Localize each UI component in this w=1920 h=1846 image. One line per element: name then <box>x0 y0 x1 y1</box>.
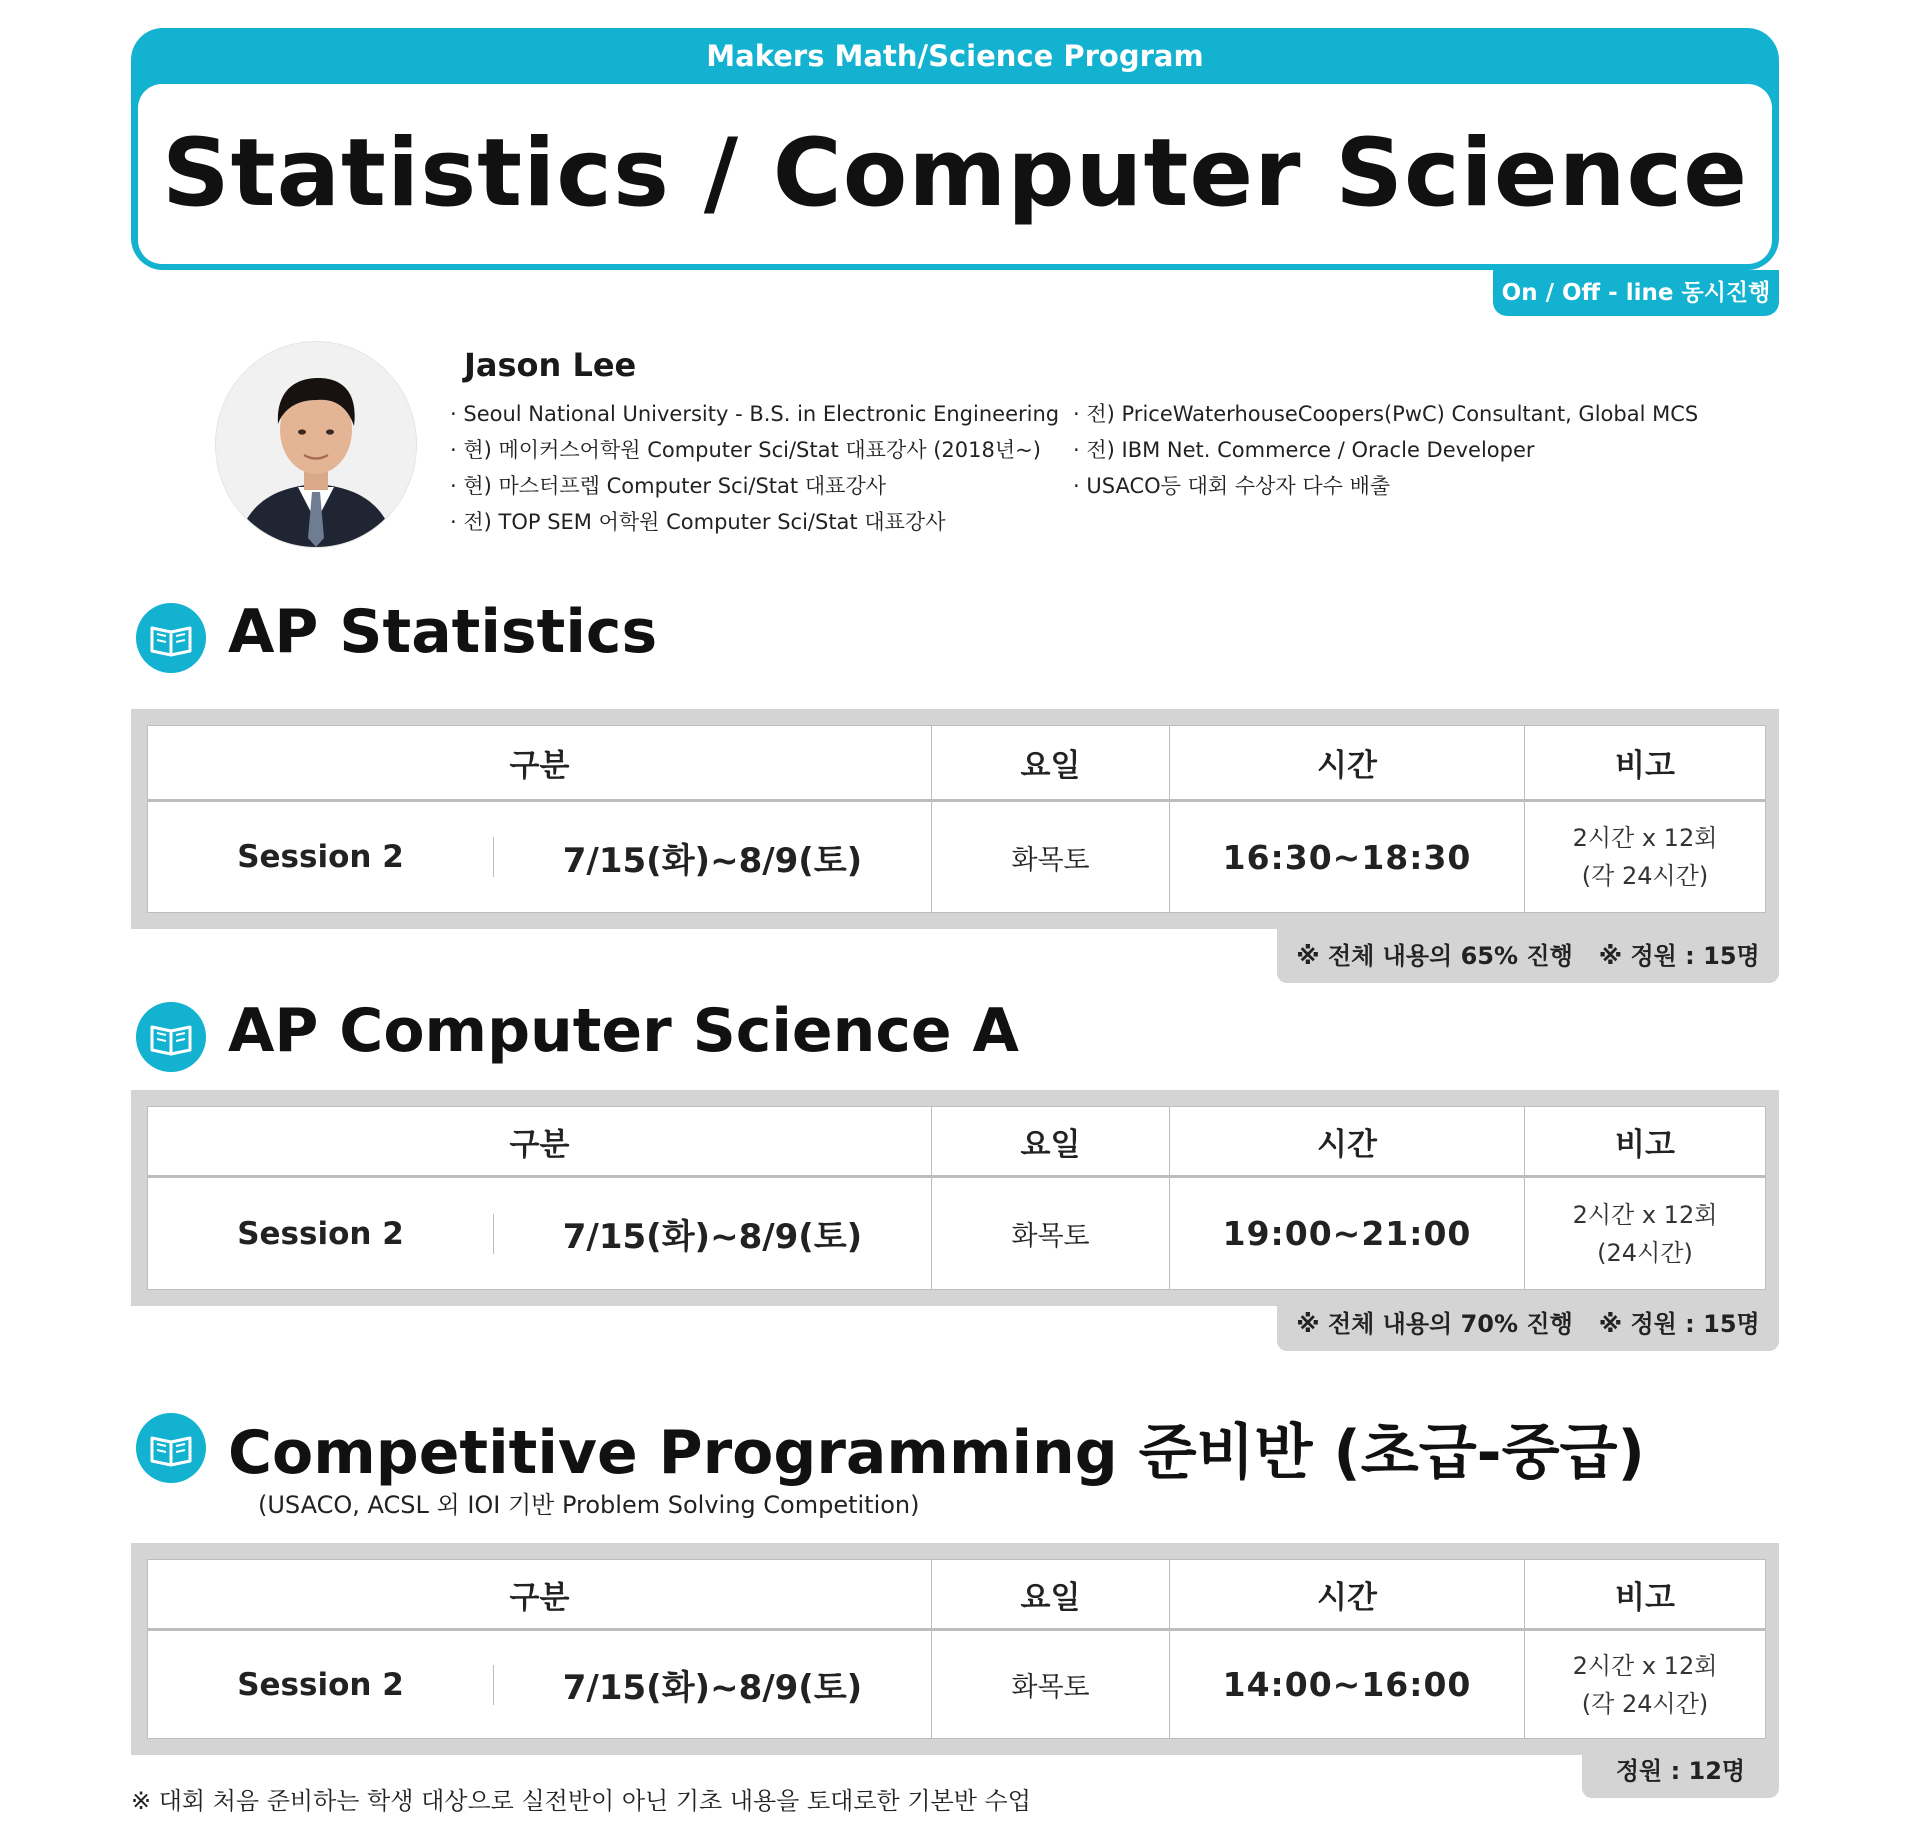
instructor-name: Jason Lee <box>464 346 637 384</box>
session-dates: 7/15(화)~8/9(토) <box>562 840 863 881</box>
credential-item: · 전) IBM Net. Commerce / Oracle Developer <box>1073 432 1698 468</box>
note-line: (각 24시간) <box>1581 862 1709 890</box>
col-header-day: 요일 <box>932 1560 1170 1630</box>
instructor-portrait-icon <box>216 342 416 547</box>
col-header-gubun: 구분 <box>148 1107 932 1177</box>
mode-badge: On / Off - line 동시진행 <box>1493 270 1779 316</box>
session-note <box>1525 1177 1766 1290</box>
session-time: 19:00~21:00 <box>1170 1177 1525 1290</box>
session-note <box>1525 801 1766 913</box>
session-note <box>1525 1630 1766 1739</box>
program-name: Makers Math/Science Program <box>706 39 1204 73</box>
course-subtitle: (USACO, ACSL 외 IOI 기반 Problem Solving Competition) <box>258 1491 920 1519</box>
session-dates: 7/15(화)~8/9(토) <box>562 1217 863 1257</box>
session-cell <box>148 1630 932 1739</box>
capacity-note: ※ 정원 : 15명 <box>1598 1310 1760 1338</box>
course-title-ap-computer-science-a: AP Computer Science A <box>228 996 1019 1066</box>
credentials-right <box>1073 396 1698 504</box>
book-icon <box>136 603 206 673</box>
credential-item: · 현) 마스터프렙 Computer Sci/Stat 대표강사 <box>450 468 1059 504</box>
schedule-table-competitive-programming <box>131 1543 1779 1755</box>
credential-item: · 현) 메이커스어학원 Computer Sci/Stat 대표강사 (2018년~) <box>450 432 1059 468</box>
course-meta <box>1277 929 1779 983</box>
note-line: (각 24시간) <box>1581 1689 1709 1718</box>
book-icon <box>136 1002 206 1072</box>
col-header-time: 시간 <box>1170 726 1525 801</box>
course-meta <box>1277 1297 1779 1351</box>
col-header-gubun: 구분 <box>148 1560 932 1630</box>
credentials-left <box>450 396 1059 540</box>
progress-note: ※ 전체 내용의 65% 진행 <box>1296 942 1573 970</box>
col-header-time: 시간 <box>1170 1107 1525 1177</box>
col-header-gubun: 구분 <box>148 726 932 801</box>
capacity-note: 정원 : 12명 <box>1615 1757 1746 1785</box>
col-header-note: 비고 <box>1525 1560 1766 1630</box>
progress-note: ※ 전체 내용의 70% 진행 <box>1296 1310 1573 1338</box>
note-line: 2시간 x 12회 <box>1572 824 1718 852</box>
session-days: 화목토 <box>932 1177 1170 1290</box>
program-header <box>131 28 1779 270</box>
session-name: Session 2 <box>148 837 494 877</box>
capacity-note: ※ 정원 : 15명 <box>1598 942 1760 970</box>
page-title: Statistics / Computer Science <box>161 119 1749 228</box>
footnote: ※ 대회 처음 준비하는 학생 대상으로 실전반이 아닌 기초 내용을 토대로한 기본반 수업 <box>131 1787 1031 1815</box>
schedule-table-ap-statistics <box>131 709 1779 929</box>
note-line: (24시간) <box>1597 1238 1693 1267</box>
course-title-competitive-programming: Competitive Programming 준비반 (초급-중급) <box>228 1418 1645 1488</box>
col-header-note: 비고 <box>1525 1107 1766 1177</box>
session-cell <box>148 801 932 913</box>
header-title-box <box>138 84 1772 264</box>
col-header-day: 요일 <box>932 1107 1170 1177</box>
book-icon <box>136 1413 206 1483</box>
course-title-ap-statistics: AP Statistics <box>228 597 658 667</box>
instructor-photo <box>215 341 417 548</box>
session-name: Session 2 <box>148 1214 494 1254</box>
session-name: Session 2 <box>148 1665 494 1705</box>
col-header-day: 요일 <box>932 726 1170 801</box>
session-days: 화목토 <box>932 801 1170 913</box>
credential-item: · 전) TOP SEM 어학원 Computer Sci/Stat 대표강사 <box>450 504 1059 540</box>
col-header-note: 비고 <box>1525 726 1766 801</box>
session-time: 16:30~18:30 <box>1170 801 1525 913</box>
credential-item: · 전) PriceWaterhouseCoopers(PwC) Consultant, Global MCS <box>1073 396 1698 432</box>
note-line: 2시간 x 12회 <box>1572 1651 1718 1680</box>
credential-item: · Seoul National University - B.S. in Electronic Engineering <box>450 396 1059 432</box>
schedule-table-ap-computer-science-a <box>131 1090 1779 1306</box>
col-header-time: 시간 <box>1170 1560 1525 1630</box>
session-cell <box>148 1177 932 1290</box>
session-days: 화목토 <box>932 1630 1170 1739</box>
credential-item: · USACO등 대회 수상자 다수 배출 <box>1073 468 1698 504</box>
session-time: 14:00~16:00 <box>1170 1630 1525 1739</box>
note-line: 2시간 x 12회 <box>1572 1200 1718 1229</box>
course-meta <box>1582 1744 1779 1798</box>
session-dates: 7/15(화)~8/9(토) <box>562 1668 863 1708</box>
